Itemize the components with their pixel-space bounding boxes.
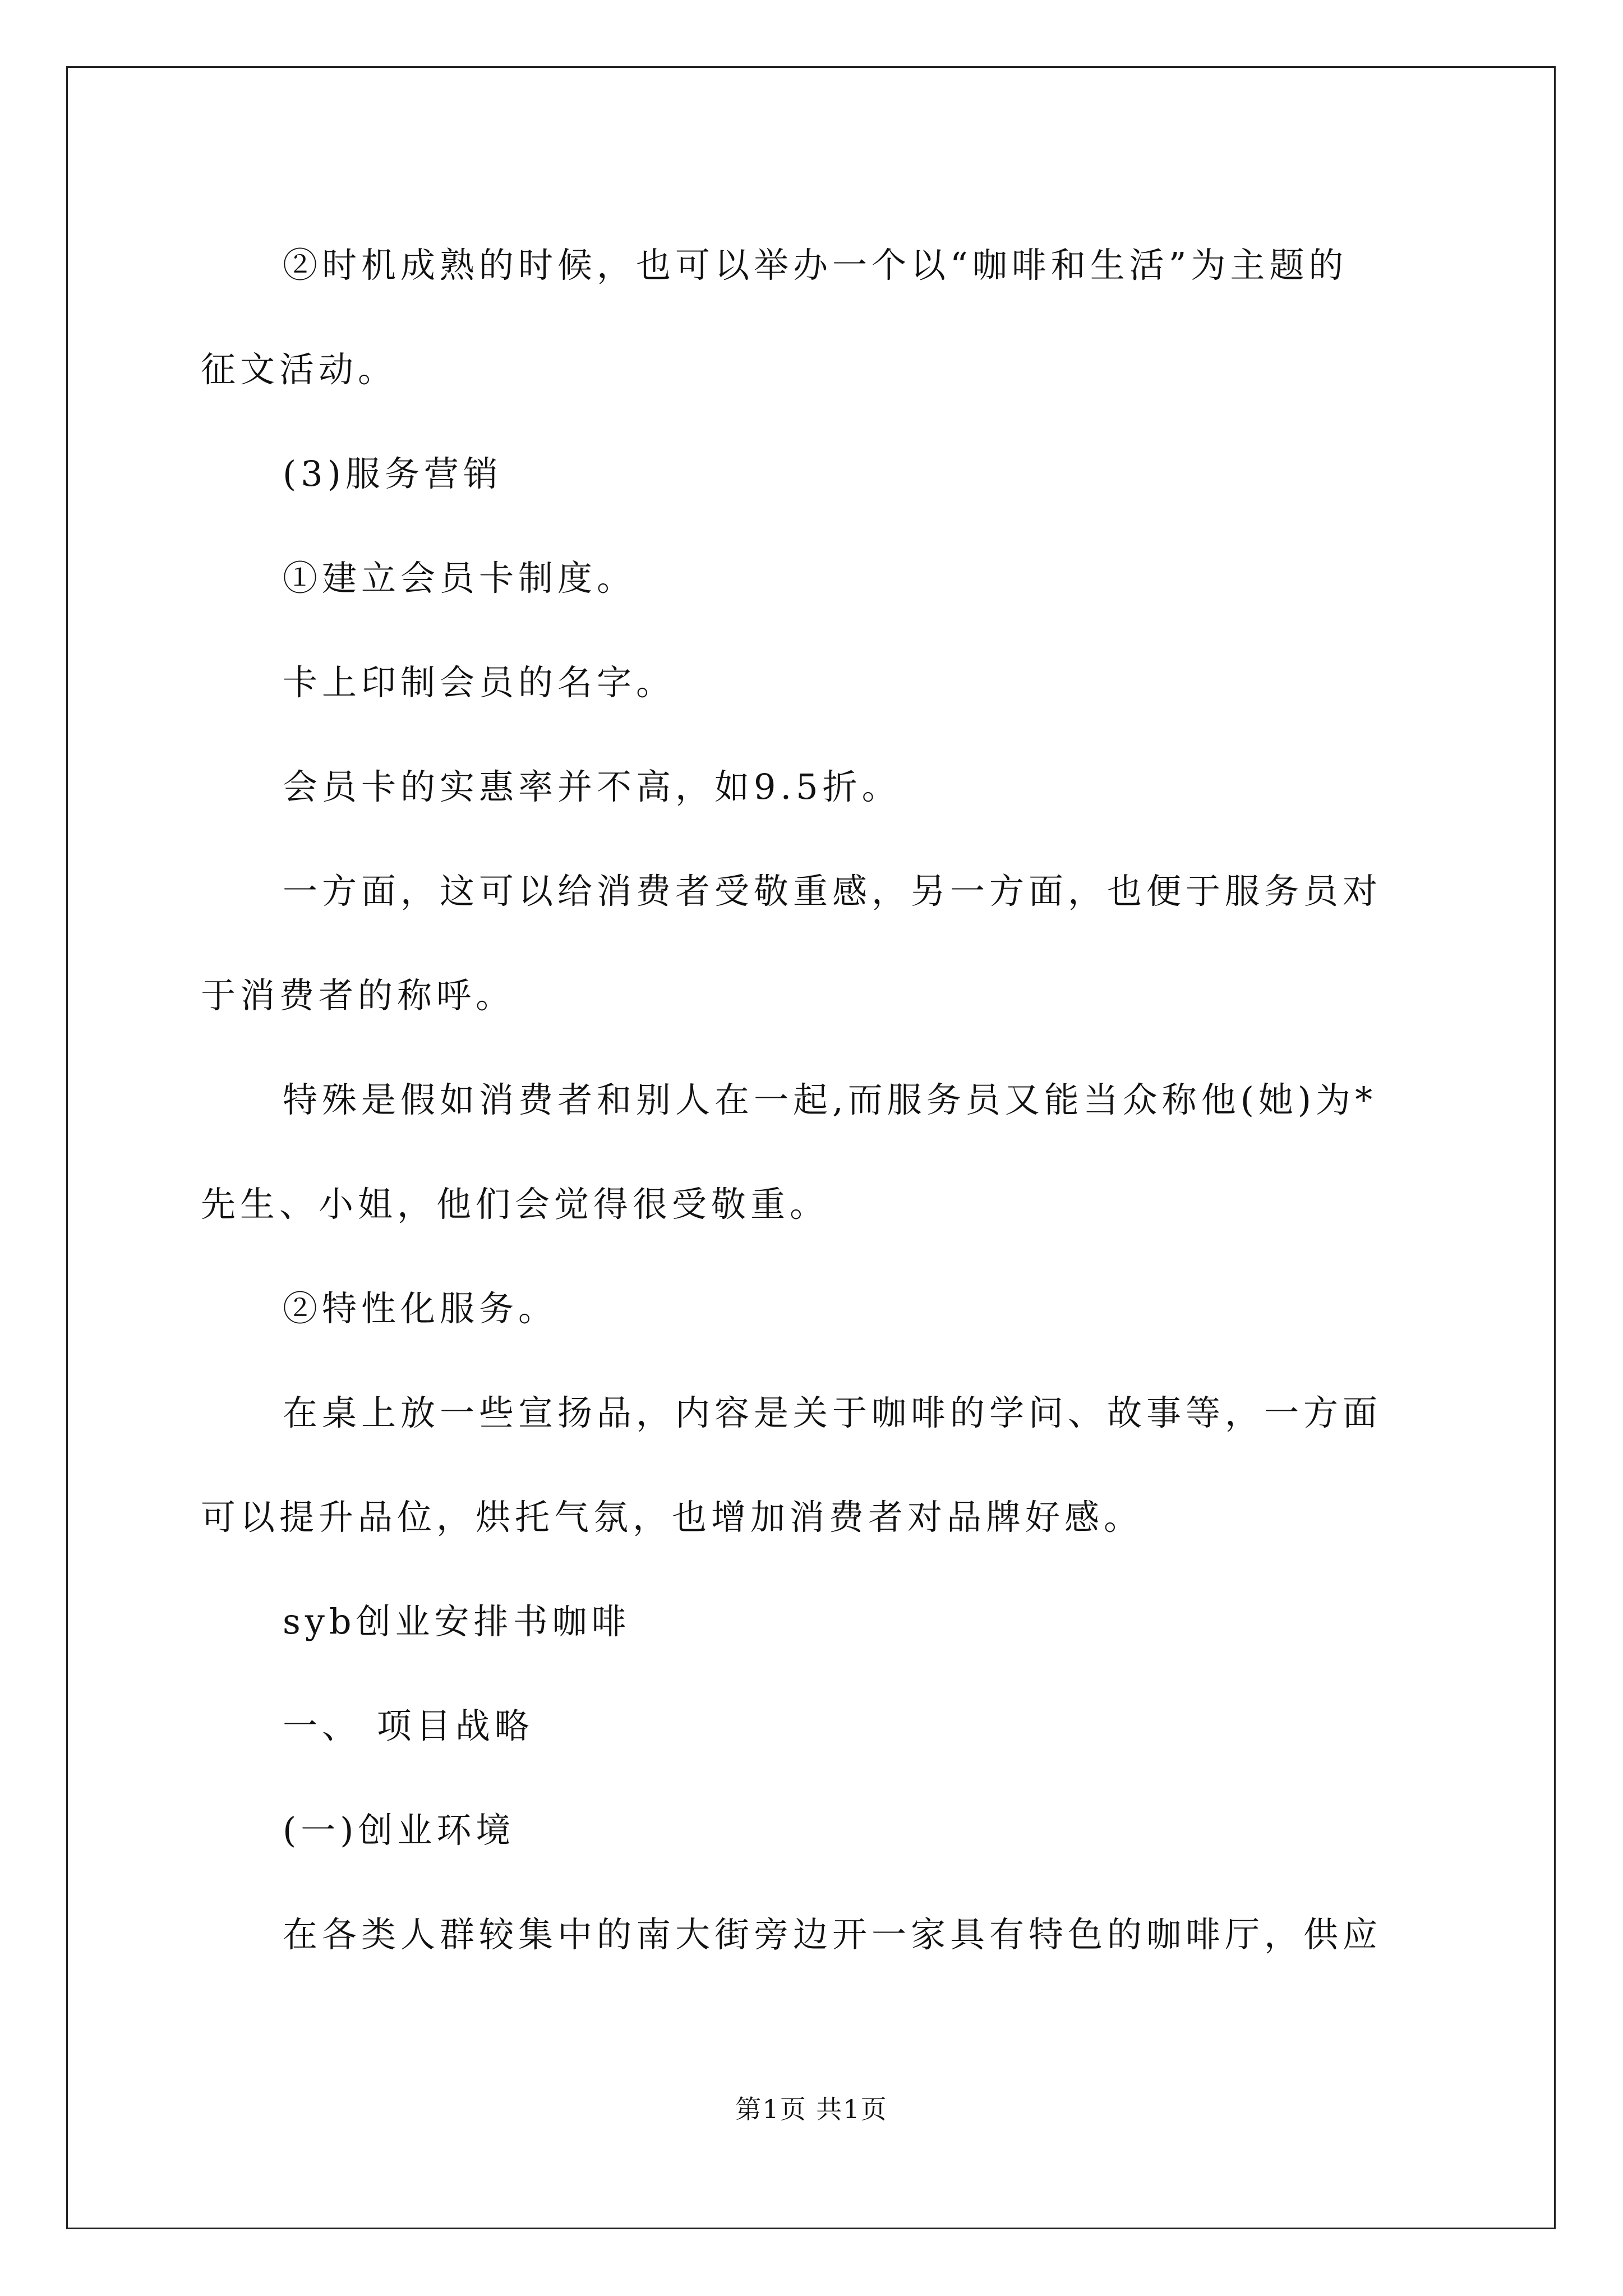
paragraph-line: 在各类人群较集中的南大街旁边开一家具有特色的咖啡厅，供应 xyxy=(283,1914,1382,1955)
paragraph-line: 特殊是假如消费者和别人在一起,而服务员又能当众称他(她)为* xyxy=(283,1079,1377,1120)
paragraph-line: 先生、小姐，他们会觉得很受敬重。 xyxy=(201,1184,829,1225)
paragraph-line: 一方面，这可以给消费者受敬重感，另一方面，也便于服务员对 xyxy=(283,871,1382,912)
paragraph-line: ②特性化服务。 xyxy=(283,1288,558,1329)
document-title: syb创业安排书咖啡 xyxy=(283,1601,631,1642)
section-heading: 一、 项目战略 xyxy=(283,1705,534,1746)
document-body xyxy=(201,213,1436,1987)
paragraph-line: ①建立会员卡制度。 xyxy=(283,558,637,599)
paragraph-line: 征文活动。 xyxy=(201,349,398,390)
paragraph-line: ②时机成熟的时候，也可以举办一个以“咖啡和生活”为主题的 xyxy=(283,245,1348,286)
section-heading: (一)创业环境 xyxy=(283,1810,515,1851)
paragraph-line: 会员卡的实惠率并不高，如9.5折。 xyxy=(283,766,901,807)
paragraph-line: 可以提升品位，烘托气氛，也增加消费者对品牌好感。 xyxy=(201,1497,1144,1538)
paragraph-line: 于消费者的称呼。 xyxy=(201,975,515,1016)
paragraph-line: 卡上印制会员的名字。 xyxy=(283,662,676,703)
page-footer: 第1页 共1页 xyxy=(735,2094,888,2124)
section-heading: (3)服务营销 xyxy=(283,453,502,494)
paragraph-line: 在桌上放一些宣扬品，内容是关于咖啡的学问、故事等，一方面 xyxy=(283,1392,1382,1433)
